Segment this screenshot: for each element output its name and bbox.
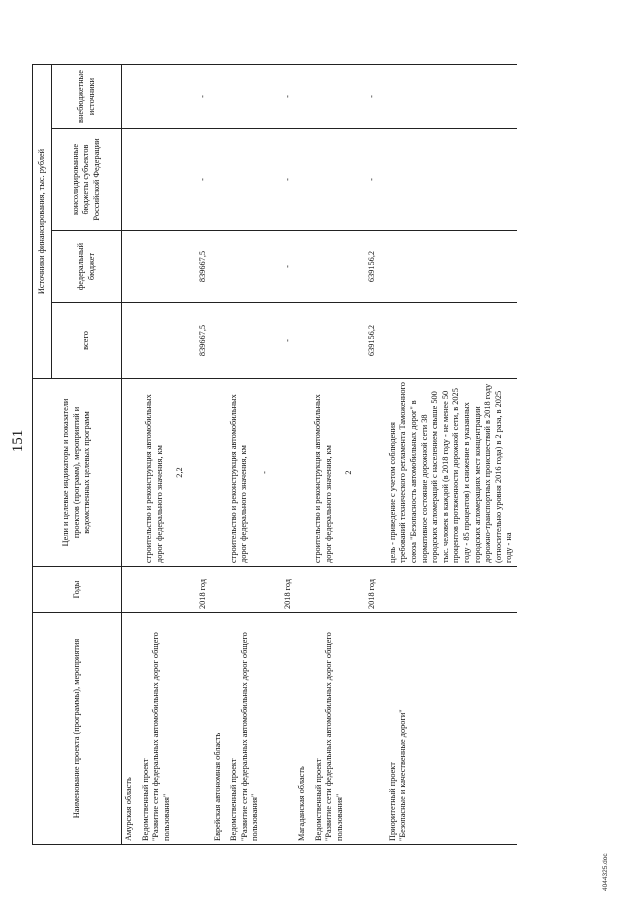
table-row (211, 65, 296, 845)
header-extra: внебюджетные источники (52, 65, 122, 129)
header-total: всего (52, 303, 122, 379)
federal-cell: 639156,2 (295, 231, 380, 303)
federal-cell: - (211, 231, 296, 303)
regional-cell: - (295, 129, 380, 231)
header-row-1 (33, 65, 52, 845)
goal-value: 2 (344, 470, 354, 475)
project-type: Приоритетный проект (387, 762, 397, 841)
total-cell: 639156,2 (295, 303, 380, 379)
header-funding-group: Источники финансирования, тыс. рублей (33, 65, 52, 379)
header-name: Наименование проекта (программы), мероприятия (33, 613, 122, 845)
project-type: Ведомственный проект (313, 758, 323, 841)
financing-table (32, 64, 517, 845)
project-type: Ведомственный проект (229, 758, 239, 841)
extra-cell (380, 65, 517, 129)
header-federal: федеральный бюджет (52, 231, 122, 303)
project-cell (211, 613, 296, 845)
total-cell (380, 303, 517, 379)
extra-cell: - (295, 65, 380, 129)
table-row (122, 65, 211, 845)
regional-cell: - (122, 129, 211, 231)
project-name: "Безопасные и качественные дороги" (398, 709, 408, 841)
year-cell (380, 567, 517, 613)
page-number: 151 (10, 429, 26, 453)
goal-text: строительство и реконструкция автомобильных дорог федерального значения, км (144, 394, 164, 563)
table-row (380, 65, 517, 845)
region-name: Амурская область (124, 777, 133, 841)
project-name: "Развитие сети федеральных автомобильных дорог общего пользования" (324, 632, 344, 841)
region-name: Магаданская область (297, 766, 307, 841)
total-cell: 839667,5 (122, 303, 211, 379)
goal-value: - (259, 471, 269, 474)
project-cell (122, 613, 211, 845)
year-cell: 2018 год (122, 567, 211, 613)
extra-cell: - (211, 65, 296, 129)
extra-cell: - (122, 65, 211, 129)
header-goals: Цели и целевые индикаторы и показатели проектов (программ), мероприятий и ведомственных целевых программ (33, 379, 122, 567)
goal-cell (295, 379, 380, 567)
header-regional: консолидированные бюджеты субъектов Российской Федерации (52, 129, 122, 231)
region-name: Еврейская автономная область (212, 732, 222, 841)
total-cell: - (211, 303, 296, 379)
year-cell: 2018 год (211, 567, 296, 613)
table-row (295, 65, 380, 845)
goal-text: цель - приведение с учетом соблюдения требований технического регламента Таможенного союза "Безопасность автомобильных дорог" в нормативное состояние дорожной сети 38 городских агломераций с населением свыше 500 тыс. человек в каждой (в 2018 году - не менее 50 процентов протяженности дорожной сети, в 2025 году - 85 процентов) и снижение в указанных городских агломерациях мест концентрации дорожно-транспортных происшествий в 2018 году (относительно уровня 2016 года) в 2 раза, в 2025 году - на (387, 382, 514, 563)
federal-cell (380, 231, 517, 303)
goal-text: строительство и реконструкция автомобильных дорог федерального значения, км (313, 394, 333, 563)
goal-value: 2,2 (175, 467, 185, 478)
year-cell: 2018 год (295, 567, 380, 613)
goal-cell (211, 379, 296, 567)
regional-cell: - (211, 129, 296, 231)
project-type: Ведомственный проект (140, 758, 150, 841)
header-years: Годы (33, 567, 122, 613)
goal-text: строительство и реконструкция автомобильных дорог федерального значения, км (228, 394, 249, 563)
project-name: "Развитие сети федеральных автомобильных дорог общего пользования" (151, 632, 171, 841)
goal-cell (380, 379, 517, 567)
regional-cell (380, 129, 517, 231)
project-cell (380, 613, 517, 845)
document-id: 4044325.doc (602, 853, 609, 891)
goal-cell (122, 379, 211, 567)
project-cell (295, 613, 380, 845)
federal-cell: 839667,5 (122, 231, 211, 303)
project-name: "Развитие сети федеральных автомобильных дорог общего пользования" (239, 632, 260, 841)
